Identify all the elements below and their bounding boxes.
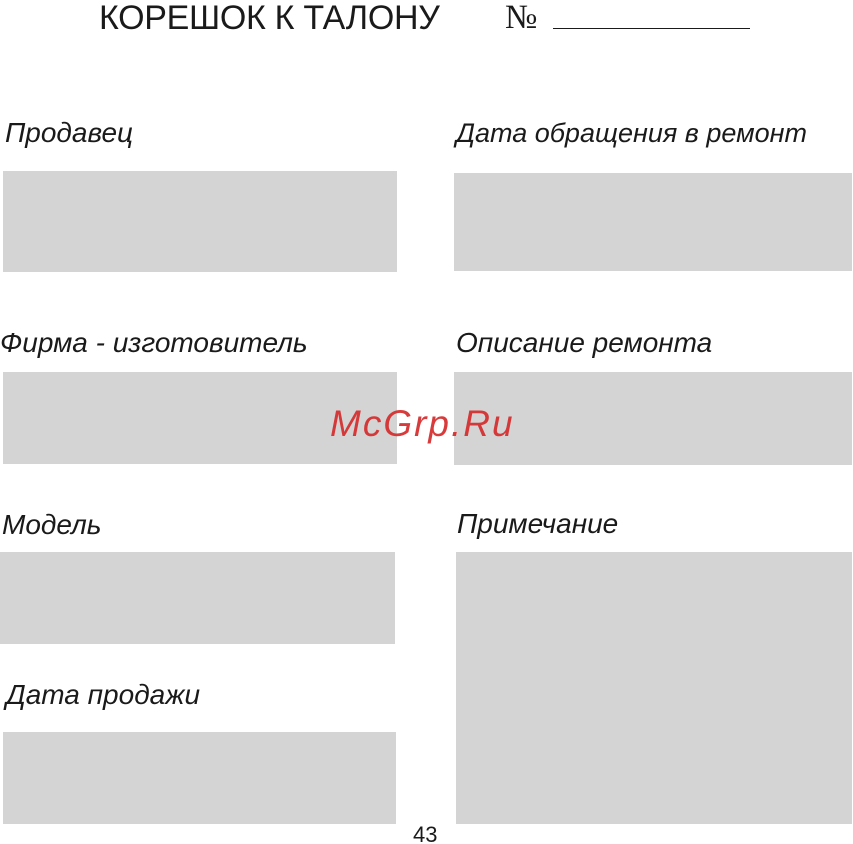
sale-date-field[interactable] bbox=[3, 732, 396, 824]
repair-date-label: Дата обращения в ремонт bbox=[456, 118, 807, 148]
page-number: 43 bbox=[413, 822, 438, 844]
model-label: Модель bbox=[2, 509, 102, 540]
seller-label: Продавец bbox=[5, 117, 134, 148]
manufacturer-label: Фирма - изготовитель bbox=[0, 327, 308, 358]
number-blank-line[interactable] bbox=[553, 28, 750, 29]
repair-date-field[interactable] bbox=[454, 173, 852, 271]
number-sign: № bbox=[505, 0, 538, 36]
watermark: McGrp.Ru bbox=[330, 403, 515, 444]
note-label: Примечание bbox=[457, 508, 619, 539]
repair-description-label: Описание ремонта bbox=[456, 327, 713, 358]
sale-date-label: Дата продажи bbox=[6, 679, 201, 710]
page-title: КОРЕШОК К ТАЛОНУ bbox=[99, 0, 440, 37]
note-field[interactable] bbox=[456, 552, 852, 824]
model-field[interactable] bbox=[0, 552, 395, 644]
seller-field[interactable] bbox=[3, 171, 397, 272]
